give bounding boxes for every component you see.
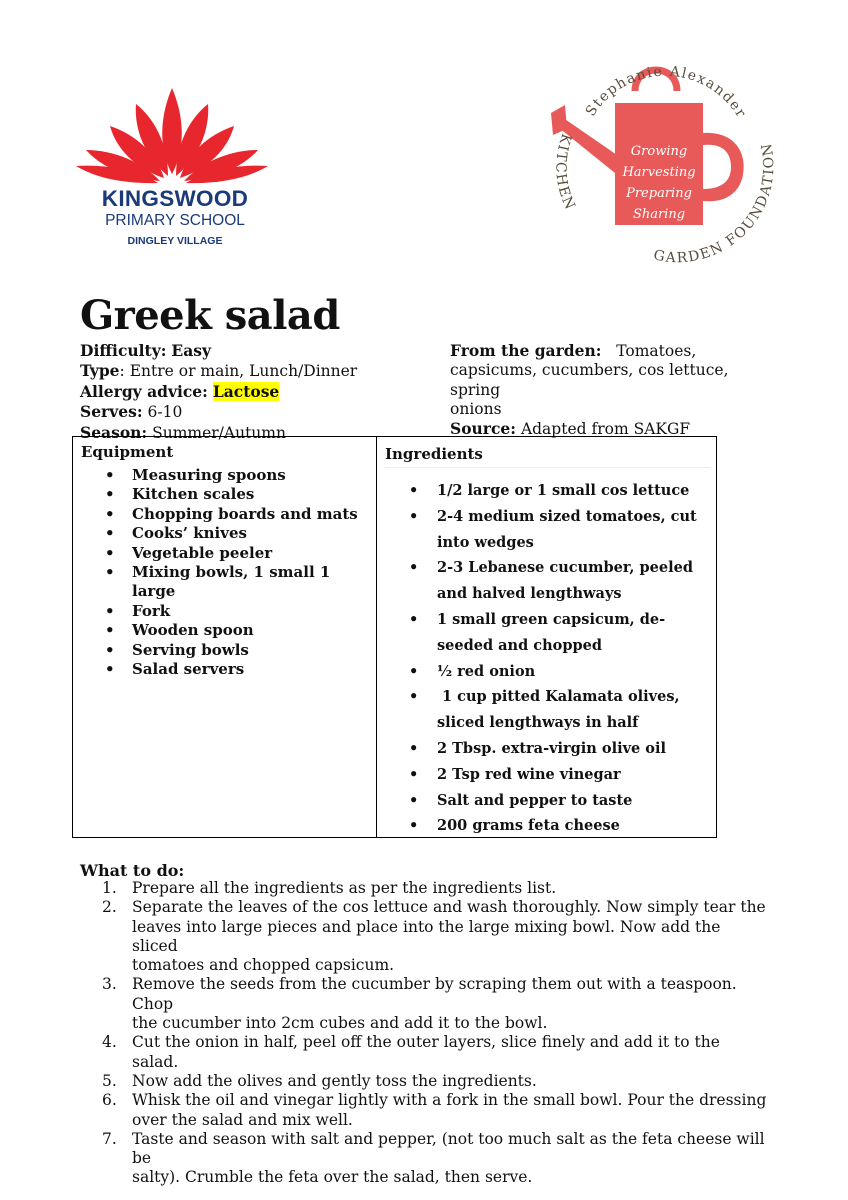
step-text-line: Taste and season with salt and pepper, (not too much salt as the feta cheese will be — [132, 1129, 765, 1168]
equipment-item: • Mixing bowls, 1 small 1 large — [81, 563, 371, 602]
season-row: Season: Summer/Autumn — [80, 422, 286, 442]
equipment-item: • Chopping boards and mats — [81, 505, 371, 524]
step-text-line: leaves into large pieces and place into the large mixing bowl. Now add the sliced — [132, 917, 721, 955]
kingswood-logo — [72, 86, 272, 256]
step-text-line: Separate the leaves of the cos lettuce and wash thoroughly. Now simply tear the — [132, 898, 766, 917]
arc-garden-foundation: GARDEN FOUNDATION — [652, 140, 777, 265]
ingredients-heading: Ingredients — [385, 445, 710, 468]
ingredient-item — [385, 478, 710, 504]
step-text-line: Now add the olives and gently toss the ingredients. — [132, 1071, 537, 1090]
method-steps — [80, 879, 770, 1188]
method-step — [80, 898, 770, 975]
ingredient-line: • 2 Tsp red wine vinegar — [437, 765, 621, 783]
ingredient-item — [385, 736, 710, 762]
school-type: PRIMARY SCHOOL — [105, 212, 245, 229]
step-number: 6. — [102, 1091, 117, 1110]
ingredient-item — [385, 607, 710, 659]
ingredient-item — [385, 659, 710, 685]
recipe-title: Greek salad — [80, 292, 340, 339]
sharing-label: Sharing — [632, 207, 686, 222]
method-step — [80, 1072, 770, 1091]
step-text-line: Whisk the oil and vinegar lightly with a fork in the small bowl. Pour the dressing — [132, 1091, 767, 1110]
serves-row: Serves: 6-10 — [80, 402, 183, 422]
ingredient-line: into wedges — [437, 533, 534, 551]
method-step — [80, 975, 770, 1033]
step-text-line: Prepare all the ingredients as per the ingredients list. — [132, 879, 557, 897]
recipe-meta-left — [80, 341, 440, 443]
ingredient-item — [385, 684, 710, 736]
serves-value: 6-10 — [147, 403, 183, 422]
school-location: DINGLEY VILLAGE — [127, 235, 223, 247]
equipment-item: • Measuring spoons — [81, 466, 371, 485]
difficulty-row: Difficulty: Easy — [80, 341, 211, 360]
step-number: 3. — [102, 975, 117, 994]
equipment-item: • Cooks’ knives — [81, 524, 371, 543]
ingredient-item — [385, 504, 710, 556]
table-divider — [376, 437, 377, 837]
step-number: 1. — [102, 879, 117, 897]
equipment-item: • Serving bowls — [81, 641, 371, 660]
equipment-item: • Kitchen scales — [81, 485, 371, 504]
ingredient-line: sliced lengthways in half — [437, 714, 639, 732]
equipment-column — [81, 443, 371, 679]
recipe-meta-right: From the garden: Tomatoes, capsicums, cucumbers, cos lettuce, spring onions — [450, 341, 780, 420]
arc-kitchen: KITCHEN — [552, 131, 579, 214]
ingredient-item — [385, 555, 710, 607]
difficulty-value: Easy — [171, 341, 211, 360]
ingredient-item — [385, 788, 710, 814]
ingredient-item — [385, 762, 710, 788]
step-text-line: Cut the onion in half, peel off the outer layers, slice finely and add it to the salad. — [132, 1033, 720, 1071]
step-text-line: over the salad and mix well. — [132, 1110, 353, 1129]
ingredient-line: • 1 small green capsicum, de- — [437, 610, 666, 628]
garden-row: From the garden: Tomatoes, — [450, 341, 697, 360]
step-text-line: the cucumber into 2cm cubes and add it to the bowl. — [132, 1014, 548, 1033]
svg-text:KITCHEN — [552, 132, 578, 214]
ingredient-line: • 2-4 medium sized tomatoes, cut — [437, 507, 697, 525]
equipment-item: • Fork — [81, 602, 371, 621]
step-text-line: salty). Crumble the feta over the salad, then serve. — [132, 1168, 533, 1187]
step-number: 2. — [102, 898, 117, 917]
ingredient-line: • 200 grams feta cheese — [437, 817, 620, 835]
ingredients-column — [385, 445, 710, 839]
allergy-row: Allergy advice: Lactose — [80, 381, 280, 401]
step-text-line: Remove the seeds from the cucumber by scraping them out with a teaspoon. Chop — [132, 975, 737, 1013]
ingredient-line: • Salt and pepper to taste — [437, 791, 633, 809]
equipment-list — [81, 466, 371, 679]
source-row: Source: Adapted from SAKGF — [450, 419, 691, 438]
method-step — [80, 1033, 770, 1072]
season-value: Summer/Autumn — [152, 423, 286, 442]
ingredient-item — [385, 813, 710, 839]
ingredient-line: and halved lengthways — [437, 585, 622, 603]
preparing-label: Preparing — [626, 186, 692, 201]
lotus-flower-icon — [72, 86, 272, 186]
arc-stephanie-alexander: Stephanie Alexander — [582, 63, 750, 122]
ingredient-line: • 1 cup pitted Kalamata olives, — [437, 688, 680, 706]
method-step — [80, 879, 770, 898]
sakgf-logo — [545, 55, 777, 265]
step-number: 7. — [102, 1129, 117, 1148]
ingredient-line: • ½ red onion — [437, 662, 536, 680]
step-text-line: tomatoes and chopped capsicum. — [132, 956, 395, 975]
ingredient-line: • 1/2 large or 1 small cos lettuce — [437, 482, 690, 499]
equipment-ingredients-table — [72, 436, 717, 838]
step-number: 5. — [102, 1071, 117, 1090]
method-heading: What to do: — [80, 861, 185, 880]
method-step — [80, 1091, 770, 1130]
type-value: : Entre or main, Lunch/Dinner — [119, 362, 358, 381]
equipment-item: • Salad servers — [81, 660, 371, 679]
source-value: Adapted from SAKGF — [520, 420, 691, 438]
method-step — [80, 1130, 770, 1188]
ingredient-line: seeded and chopped — [437, 636, 602, 654]
allergy-value: Lactose — [212, 381, 280, 401]
step-number: 4. — [102, 1033, 117, 1052]
school-name: KINGSWOOD — [101, 186, 249, 211]
equipment-item: • Wooden spoon — [81, 621, 371, 640]
ingredients-list — [385, 478, 710, 839]
type-row: Type: Entre or main, Lunch/Dinner — [80, 361, 358, 381]
ingredient-line: • 2 Tbsp. extra-virgin olive oil — [437, 739, 666, 757]
equipment-item: • Vegetable peeler — [81, 544, 371, 563]
harvesting-label: Harvesting — [622, 165, 696, 180]
growing-label: Growing — [630, 144, 688, 159]
equipment-heading: Equipment — [81, 443, 174, 461]
ingredient-line: • 2-3 Lebanese cucumber, peeled — [437, 559, 693, 577]
